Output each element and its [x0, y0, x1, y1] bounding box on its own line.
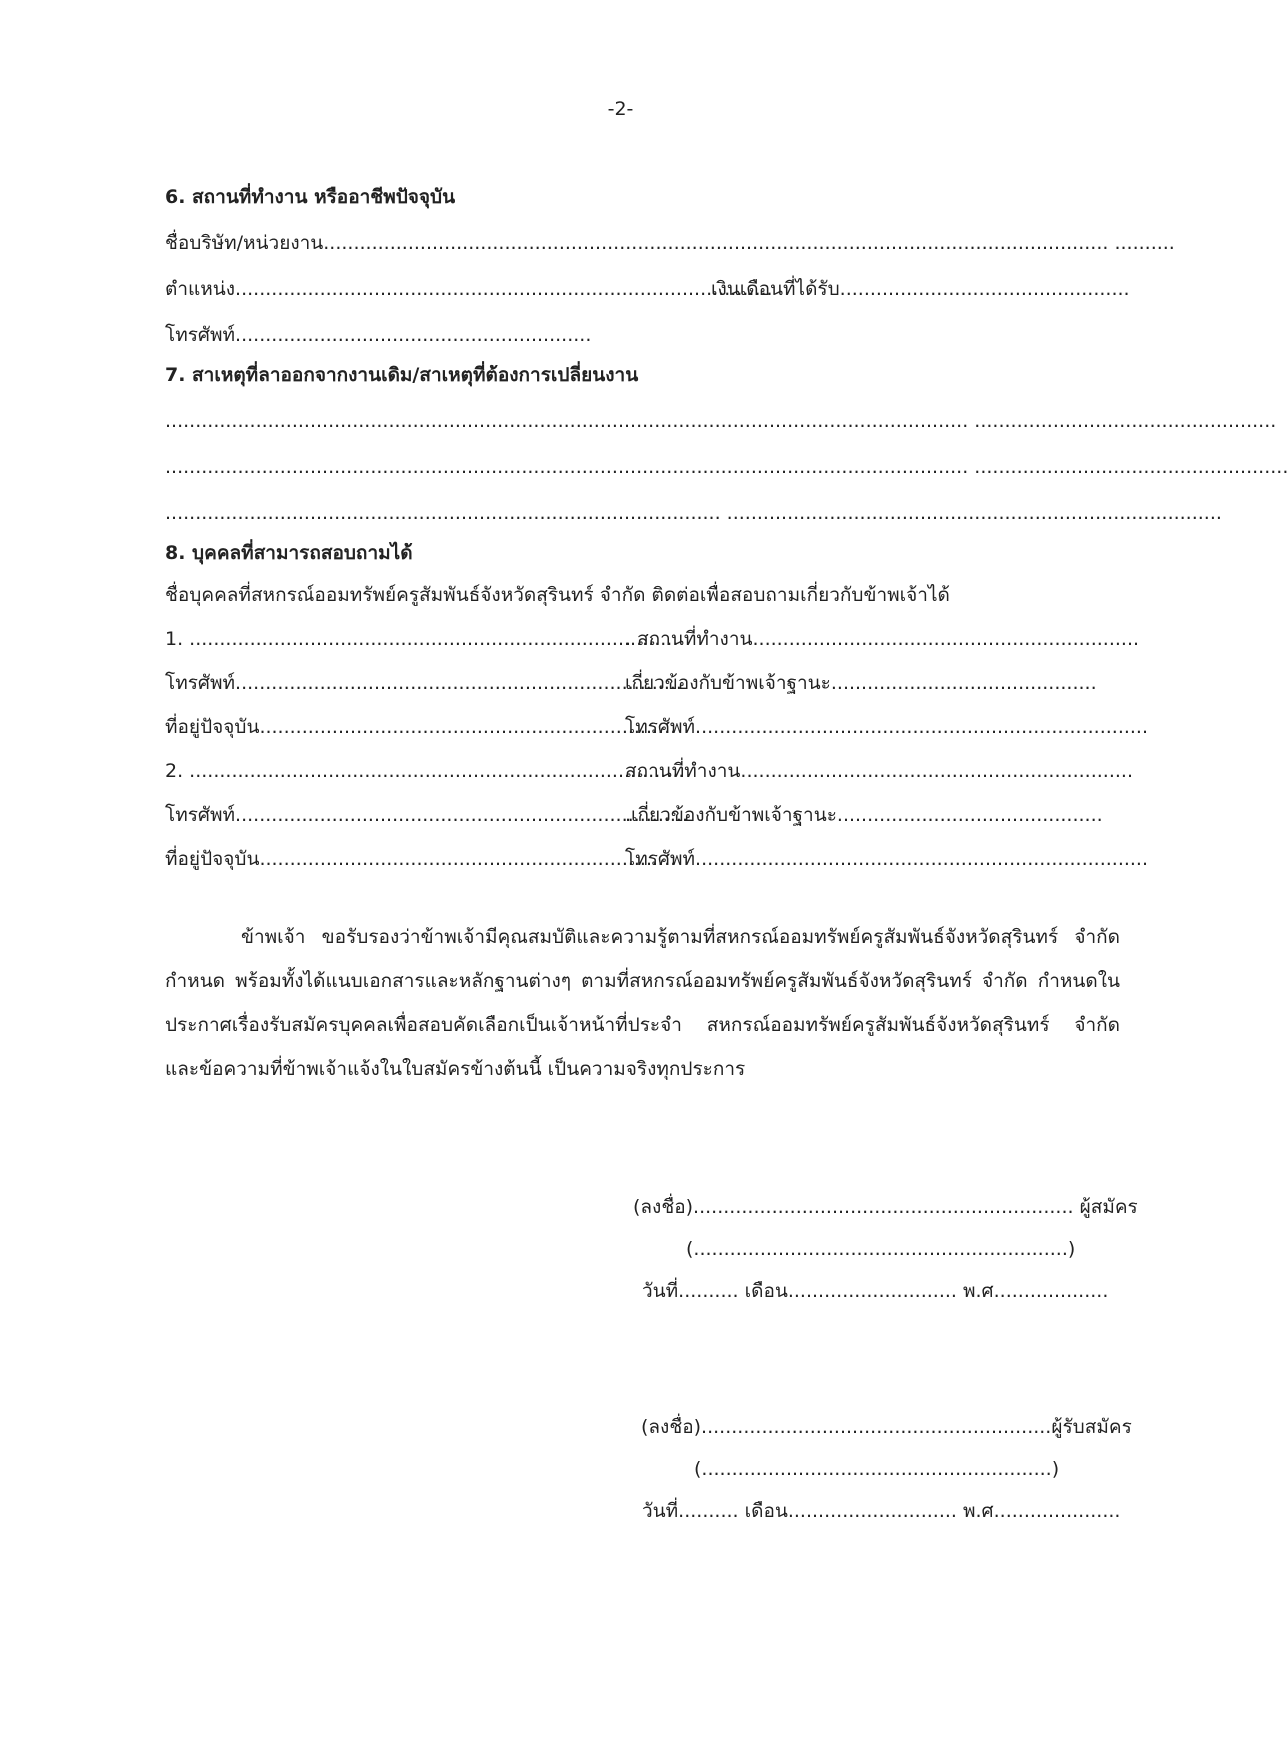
reference-row: [165, 844, 1149, 874]
salary-field[interactable]: เงินเดือนที่ได้รับ................................................: [711, 278, 1130, 300]
reference-1-address-field[interactable]: ที่อยู่ปัจจุบัน.....................................................................: [165, 716, 677, 738]
reference-1-name-field[interactable]: 1. .................................................................................: [165, 628, 679, 650]
reference-row: [165, 624, 1140, 654]
reference-2-address-field[interactable]: ที่อยู่ปัจจุบัน.....................................................................: [165, 848, 677, 870]
receiver-name-line[interactable]: (..........................................................): [694, 1458, 1060, 1480]
reason-line-1[interactable]: ..................................................................................................................................... ..................................................: [165, 410, 1277, 432]
position-salary-row: [165, 274, 1130, 304]
reference-1-phone-field[interactable]: โทรศัพท์..........................................................................: [165, 672, 682, 694]
company-field[interactable]: ชื่อบริษัท/หน่วยงาน.................................................................................................................................. ..........: [165, 232, 1175, 254]
reference-2-phone-field[interactable]: โทรศัพท์...........................................................................: [165, 804, 689, 826]
reference-row: [165, 668, 1120, 698]
applicant-date-line[interactable]: วันที่.......... เดือน............................ พ.ศ...................: [642, 1280, 1109, 1302]
section6-heading: 6. สถานที่ทำงาน หรืออาชีพปัจจุบัน: [165, 186, 456, 208]
position-field[interactable]: ตำแหน่ง.........................................................................................: [165, 278, 773, 300]
section8-heading: 8. บุคคลที่สามารถสอบถามได้: [165, 542, 413, 564]
reason-line-2[interactable]: ..................................................................................................................................... ....................................................: [165, 456, 1288, 478]
reference-2-address-phone-field[interactable]: โทรศัพท์...........................................................................: [625, 848, 1149, 870]
applicant-sign-line[interactable]: (ลงชื่อ)............................................................... ผู้สมัคร: [633, 1196, 1138, 1218]
receiver-sign-line[interactable]: (ลงชื่อ)..........................................................ผู้รับสมัคร: [641, 1416, 1132, 1438]
reference-1-address-phone-field[interactable]: โทรศัพท์...........................................................................: [625, 716, 1149, 738]
receiver-date-line[interactable]: วันที่.......... เดือน............................ พ.ศ.....................: [642, 1500, 1121, 1522]
section8-intro: ชื่อบุคคลที่สหกรณ์ออมทรัพย์ครูสัมพันธ์จังหวัดสุรินทร์ จำกัด ติดต่อเพื่อสอบถามเกี่ยวกับข้าพเจ้าได้: [165, 584, 950, 606]
section7-heading: 7. สาเหตุที่ลาออกจากงานเดิม/สาเหตุที่ต้องการเปลี่ยนงาน: [165, 364, 639, 386]
applicant-name-line[interactable]: (..............................................................): [686, 1238, 1076, 1260]
reference-2-name-field[interactable]: 2. ..................................................................................: [165, 760, 685, 782]
reason-line-3[interactable]: ............................................................................................ ..................................................................................: [165, 502, 1222, 524]
reference-1-relation-field[interactable]: เกี่ยวข้องกับข้าพเจ้าฐานะ............................................: [625, 672, 1097, 694]
reference-1-workplace-field[interactable]: . สถานที่ทำงาน................................................................: [625, 628, 1140, 650]
page-number: -2-: [607, 98, 634, 120]
reference-row: [165, 800, 1120, 830]
reference-2-relation-field[interactable]: .เกี่ยวข้องกับข้าพเจ้าฐานะ............................................: [625, 804, 1103, 826]
declaration-paragraph: [165, 915, 1120, 1091]
reference-row: [165, 712, 1149, 742]
reference-2-workplace-field[interactable]: สถานที่ทำงาน.................................................................: [625, 760, 1133, 782]
work-phone-field[interactable]: โทรศัพท์...........................................................: [165, 324, 592, 346]
reference-row: [165, 756, 1133, 786]
declaration-text: ข้าพเจ้า ขอรับรองว่าข้าพเจ้ามีคุณสมบัติและความรู้ตามที่สหกรณ์ออมทรัพย์ครูสัมพันธ์จังหวัดสุรินทร์ จำกัด กำหนด พร้อมทั้งได้แนบเอกสารและหลักฐานต่างๆ ตามที่สหกรณ์ออมทรัพย์ครูสัมพันธ์จังหวัดสุรินทร์ จำกัด กำหนดในประกาศเรื่องรับสมัครบุคคลเพื่อสอบคัดเลือกเป็นเจ้าหน้าที่ประจำ สหกรณ์ออมทรัพย์ครูสัมพันธ์จังหวัดสุรินทร์ จำกัด และข้อความที่ข้าพเจ้าแจ้งในใบสมัครข้างต้นนี้ เป็นความจริงทุกประการ: [165, 926, 1120, 1080]
